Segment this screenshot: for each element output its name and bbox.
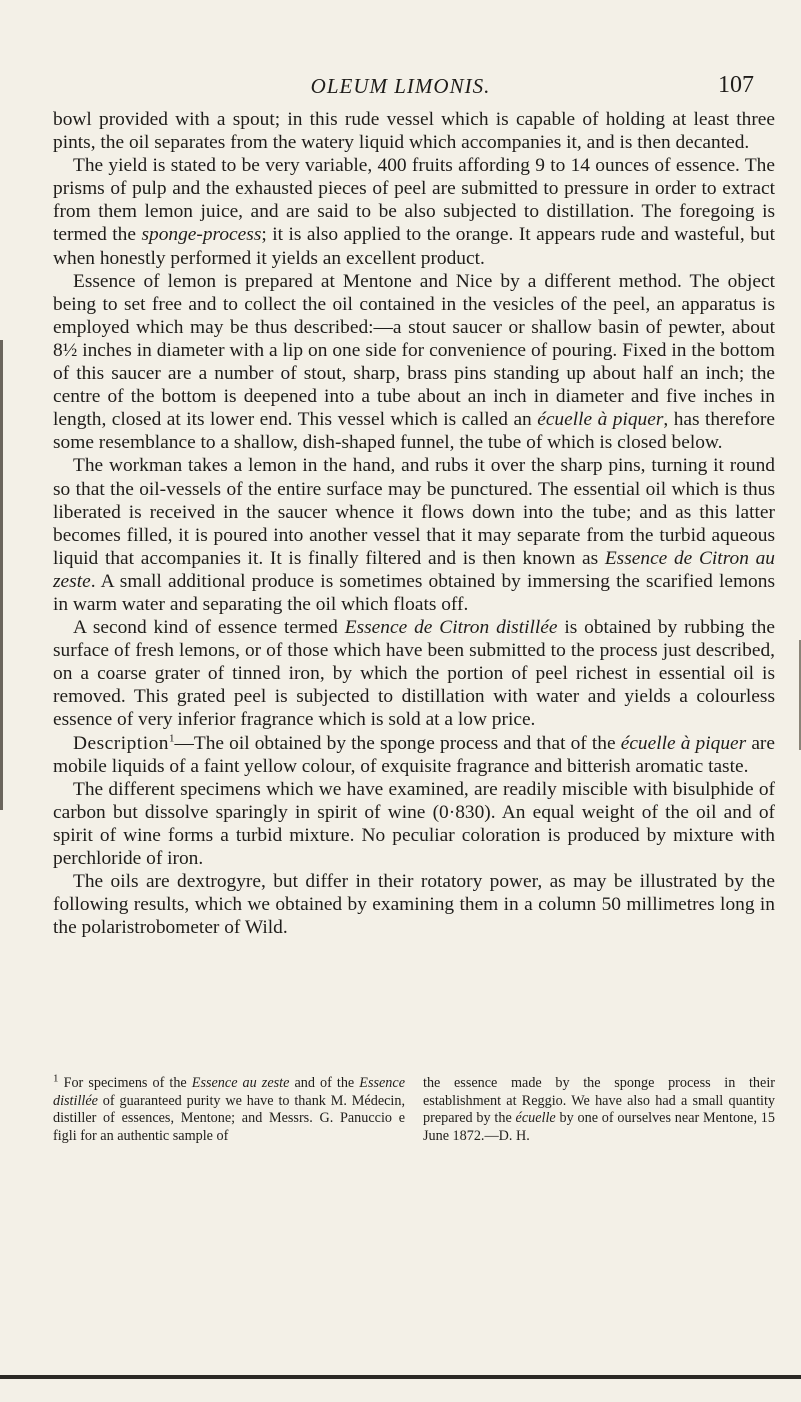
page-header — [0, 72, 801, 104]
paragraph-p6 — [53, 732, 775, 778]
text-run: The workman takes a lemon in the hand, and rubs it over the sharp pins, turning it round so that the oil-vessels of the entire surface may be punctured. The essential oil which is thus liberated is received in the saucer whence it flows down into the tube; and as this latter becomes filled, it is poured into another vessel that it may separate from the turbid aqueous liquid that accompanies it. It is finally filtered and is then known as — [53, 455, 775, 569]
footnote-column-left — [53, 1072, 405, 1145]
italic-text: Essence au zeste — [191, 1075, 290, 1091]
paragraph-p4 — [53, 454, 775, 616]
italic-text: écuelle à piquer — [620, 732, 747, 754]
running-title: OLEUM LIMONIS. — [310, 74, 491, 98]
text-run: bowl provided with a spout; in this rude vessel which is capable of holding at least three pints, the oil separates from the watery liquid which accompanies it, and is then decanted. — [53, 109, 775, 154]
text-run: are mobile liquids of a faint yellow colour, of exquisite fragrance and bitterish aromatic taste. — [53, 732, 775, 777]
text-run: The oils are dextrogyre, but differ in their rotatory power, as may be illustrated by the following results, which we obtained by examining them in a column 50 millimetres long in the polaristrobometer of Wild. — [53, 871, 775, 939]
footnote-marker: 1 — [53, 1072, 59, 1085]
italic-text: sponge-process — [141, 224, 262, 246]
body-text — [53, 108, 775, 939]
italic-text: écuelle — [515, 1110, 556, 1126]
bottom-rule — [0, 1375, 801, 1379]
paragraph-p3 — [53, 270, 775, 455]
text-run: and of the — [289, 1075, 360, 1091]
page-number: 107 — [718, 72, 754, 98]
italic-text: Essence de Citron distillée — [344, 617, 558, 639]
paragraph-p5 — [53, 616, 775, 731]
footnote-column-right — [423, 1075, 775, 1145]
italic-text: Essence distillée — [53, 1075, 405, 1109]
text-run: The different specimens which we have examined, are readily miscible with bisulphide of carbon but dissolve sparingly in spirit of wine (0·830). An equal weight of the oil and of spirit of wine forms a turbid mixture. No peculiar coloration is produced by mixture with perchloride of iron. — [53, 778, 775, 869]
text-run: ; it is also applied to the orange. It appears rude and wasteful, but when honestly performed it yields an excellent product. — [53, 224, 775, 269]
text-run: For specimens of the — [58, 1075, 192, 1091]
text-run: . A small additional produce is sometimes obtained by immersing the scarified lemons in warm water and separating the oil which floats off. — [53, 570, 775, 615]
page-edge-shadow — [0, 340, 3, 810]
paragraph-p2 — [53, 154, 775, 269]
italic-text: Essence de Citron au zeste — [53, 547, 775, 592]
text-run: , has therefore some resemblance to a shallow, dish-shaped funnel, the tube of which is closed below. — [53, 409, 775, 454]
italic-text: écuelle à piquer — [537, 409, 664, 431]
text-run: A second kind of essence termed — [73, 617, 345, 639]
text-run: the essence made by the sponge process in their establishment at Reggio. We have also had a small quantity prepared by the — [423, 1075, 775, 1126]
text-run: —The oil obtained by the sponge process and that of the — [174, 732, 621, 754]
text-run: Description — [73, 732, 169, 754]
paragraph-p8 — [53, 870, 775, 939]
footnotes — [53, 1072, 775, 1145]
text-run: by one of ourselves near Mentone, 15 June 1872.—D. H. — [423, 1110, 775, 1144]
text-run: Essence of lemon is prepared at Mentone and Nice by a different method. The object being to set free and to collect the oil contained in the vesicles of the peel, an apparatus is employed which may be thus described:—a stout saucer or shallow basin of pewter, about 8½ inches in diameter with a lip on one side for convenience of pouring. Fixed in the bottom of this saucer are a number of stout, sharp, brass pins standing up about half an inch; the centre of the bottom is deepened into a tube about an inch in diameter and five inches in length, closed at its lower end. This vessel which is called an — [53, 270, 775, 431]
footnote-marker: 1 — [168, 732, 175, 745]
text-run: of guaranteed purity we have to thank M. Médecin, distiller of essences, Mentone; and Messrs. G. Panuccio e figli for an authentic sample of — [53, 1092, 405, 1144]
text-run: is obtained by rubbing the surface of fresh lemons, or of those which have been submitted to the process just described, on a coarse grater of tinned iron, by which the portion of peel richest in essential oil is removed. This grated peel is subjected to distillation with water and yields a colourless essence of very inferior fragrance which is sold at a low price. — [53, 617, 775, 731]
paragraph-p7 — [53, 778, 775, 870]
paragraph-p1 — [53, 108, 775, 154]
text-run: The yield is stated to be very variable, 400 fruits affording 9 to 14 ounces of essence. The prisms of pulp and the exhausted pieces of peel are submitted to pressure in order to extract from them lemon juice, and are said to be also subjected to distillation. The foregoing is termed the — [53, 155, 775, 246]
